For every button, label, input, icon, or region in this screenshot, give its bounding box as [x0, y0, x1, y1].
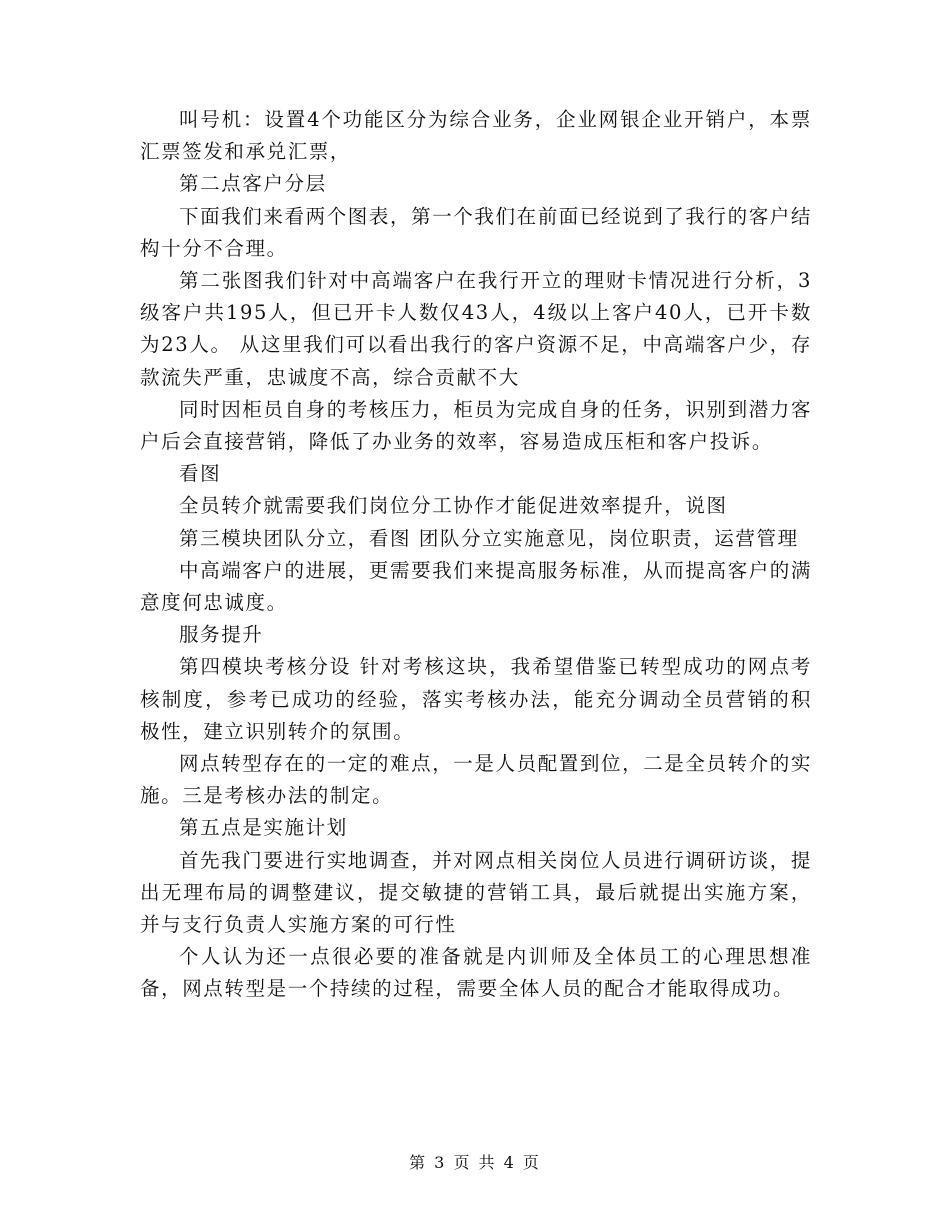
heading-service-improvement: 服务提升	[179, 623, 264, 647]
paragraph-team-split: 第三模块团队分立，看图 团队分立实施意见，岗位职责，运营管理	[179, 526, 799, 550]
paragraph-preparation: 个人认为还一点很必要的准备就是内训师及全体员工的心理思想准备，网点转型是一个持续的过程，需要全体人员的配合才能取得成功。	[140, 945, 812, 1001]
paragraph-high-end-customers: 中高端客户的进展，更需要我们来提高服务标准，从而提高客户的满意度何忠诚度。	[140, 558, 813, 615]
paragraph-field-survey: 首先我门要进行实地调查，并对网点相关岗位人员进行调研访谈，提出无理布局的调整建议，提交敏捷的营销工具，最后就提出实施方案，并与支行负责人实施方案的可行性	[140, 848, 813, 937]
paragraph-card-analysis: 第二张图我们针对中高端客户在我行开立的理财卡情况进行分析，3级客户共195人，但已开卡人数仅43人，4级以上客户40人，已开卡数为23人。 从这里我们可以看出我行的客户资源不足，中高端客户少，存款流失严重，忠诚度不高，综合贡献不大	[140, 269, 812, 389]
heading-implementation-plan: 第五点是实施计划	[179, 816, 348, 840]
paragraph-assessment: 第四模块考核分设 针对考核这块，我希望借鉴已转型成功的网点考核制度，参考已成功的经验，落实考核办法，能充分调动全员营销的积极性，建立识别转介的氛围。	[140, 655, 812, 743]
paragraph-referral: 全员转介就需要我们岗位分工协作才能促进效率提升，说图	[179, 494, 728, 518]
paragraph-difficulties: 网点转型存在的一定的难点，一是人员配置到位，二是全员转介的实施。三是考核办法的制定。	[140, 752, 813, 808]
heading-customer-tiering: 第二点客户分层	[179, 172, 327, 196]
paragraph-see-chart: 看图	[179, 462, 222, 486]
document-body	[140, 104, 812, 1006]
paragraph-queue-machine: 叫号机：设置4个功能区分为综合业务，企业网银企业开销户，本票汇票签发和承兑汇票，	[140, 108, 812, 164]
page-number-footer: 第 3 页 共 4 页	[409, 1153, 541, 1172]
paragraph-teller-pressure: 同时因柜员自身的考核压力，柜员为完成自身的任务，识别到潜力客户后会直接营销，降低了办业务的效率，容易造成压柜和客户投诉。	[140, 397, 813, 454]
paragraph-two-charts: 下面我们来看两个图表，第一个我们在前面已经说到了我行的客户结构十分不合理。	[140, 204, 813, 260]
